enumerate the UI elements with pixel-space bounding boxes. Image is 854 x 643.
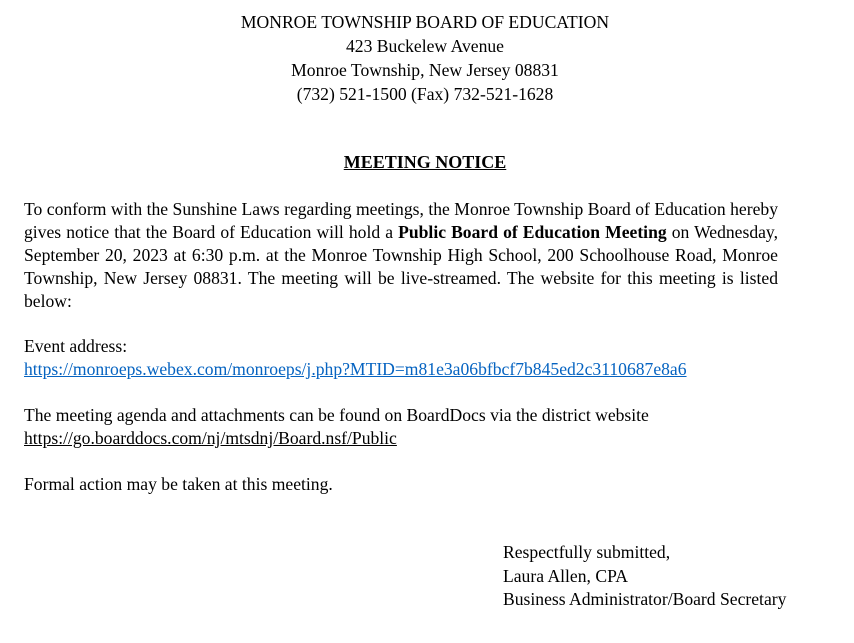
event-label: Event address: (24, 336, 128, 356)
agenda-link[interactable]: https://go.boarddocs.com/nj/mtsdnj/Board.nsf/Public (24, 428, 397, 448)
event-section (24, 335, 687, 381)
signature-name: Laura Allen, CPA (503, 565, 628, 586)
signature-block (503, 541, 786, 612)
letterhead (0, 10, 850, 106)
signature-closing: Respectfully submitted, (503, 542, 671, 562)
formal-action-text: Formal action may be taken at this meeting. (24, 474, 333, 494)
notice-paragraph (24, 198, 778, 313)
city-address: Monroe Township, New Jersey 08831 (291, 60, 559, 80)
notice-text-1: To conform with the Sunshine Laws regarding meetings, the Monroe Township Board of Education hereby gives notice that the Board of Education will hold a (24, 199, 778, 242)
page-title: MEETING NOTICE (343, 152, 507, 172)
phone-fax: (732) 521-1500 (Fax) 732-521-1628 (296, 84, 554, 104)
org-name: MONROE TOWNSHIP BOARD OF EDUCATION (240, 12, 610, 32)
signature-role: Business Administrator/Board Secretary (503, 589, 787, 609)
agenda-text: The meeting agenda and attachments can be found on BoardDocs via the district website (24, 405, 649, 425)
agenda-section (24, 404, 649, 450)
street-address: 423 Buckelew Avenue (346, 36, 504, 56)
notice-bold-meeting: Public Board of Education Meeting (398, 222, 667, 242)
notice-text-2: on Wednesday, September 20, 2023 at 6:30 p.m. at the Monroe Township High School, 200 Schoolhouse Road, Monroe Township, New Jersey 08831. The meeting will be live-streamed. The website for this meeting is listed below: (24, 222, 778, 311)
event-link[interactable]: https://monroeps.webex.com/monroeps/j.php?MTID=m81e3a06bfbcf7b845ed2c3110687e8a6 (24, 359, 687, 379)
